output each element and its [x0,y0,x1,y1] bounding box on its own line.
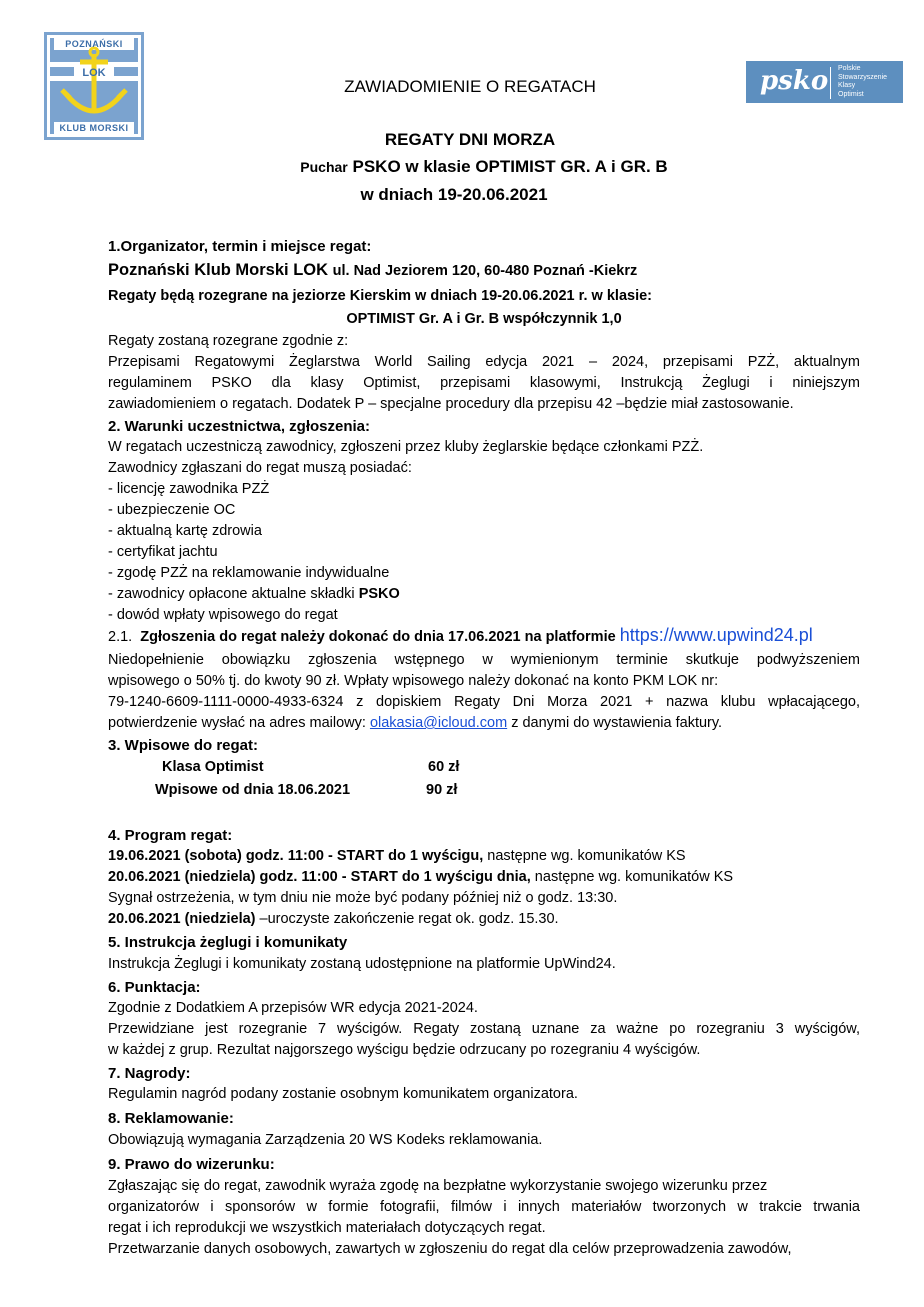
participants-line: W regatach uczestniczą zawodnicy, zgłoszeni przez kluby żeglarskie będące członkami PZŻ. [108,439,704,455]
regatta-title: REGATY DNI MORZA [384,130,556,149]
psko-line-4: Optimist [838,90,864,98]
closing-ceremony-line [108,909,559,930]
subtitle-main: PSKO w klasie OPTIMIST GR. A i GR. B [352,157,668,176]
requirements-intro: Zawodnicy zgłaszani do regat muszą posiadać: [108,460,412,476]
logo-middle-text: LOK [82,67,106,79]
program-day-2-note: następne wg. komunikatów KS [530,869,734,885]
notice-title: ZAWIADOMIENIE O REGATACH [344,77,596,96]
class-line: OPTIMIST Gr. A i Gr. B współczynnik 1,0 [346,311,622,327]
organizer-line [108,260,637,282]
requirement-item: - zgodę PZŻ na reklamowanie indywidualne [108,565,390,581]
scoring-line-2: Przewidziane jest rozegranie 7 wyścigów. Regaty zostaną uznane za ważne po rozegraniu 3 wyścigów, [108,1021,860,1037]
section-2-heading: 2. Warunki uczestnictwa, zgłoszenia: [108,418,371,435]
requirement-item: - ubezpieczenie OC [108,502,236,518]
program-day-1-time: 19.06.2021 (sobota) godz. 11:00 - START do 1 wyścigu, [108,848,484,864]
program-day-2-time: 20.06.2021 (niedziela) godz. 11:00 - START do 1 wyścigu dnia, [108,869,531,885]
psko-line-2: Stowarzyszenie [838,73,888,81]
logo-top-text: POZNAŃSKI [65,39,123,49]
section-5-text: Instrukcja Żeglugi i komunikaty zostaną udostępnione na platformie UpWind24. [108,956,616,972]
rules-intro: Regaty zostaną rozegrane zgodnie z: [108,333,349,349]
section-3-heading: 3. Wpisowe do regat: [108,737,259,754]
program-day-2 [108,867,733,888]
fee-label: Wpisowe od dnia 18.06.2021 [155,782,351,798]
registration-deadline: Zgłoszenia do regat należy dokonać do dnia 17.06.2021 na platformie [140,629,616,645]
warning-signal-line: Sygnał ostrzeżenia, w tym dniu nie może być podany później niż o godz. 13:30. [108,890,618,906]
section-7-text: Regulamin nagród podany zostanie osobnym komunikatem organizatora. [108,1086,578,1102]
psko-line-3: Klasy [838,82,856,89]
rules-line-3: zawiadomieniem o regatach. Dodatek P – specjalne procedury dla przepisu 42 –będzie miał zastosowanie. [108,396,794,412]
section-5-heading: 5. Instrukcja żeglugi i komunikaty [108,934,348,951]
data-processing-line: Przetwarzanie danych osobowych, zawartych w zgłoszeniu do regat dla celów przeprowadzenia zawodów, [108,1241,792,1257]
section-8-text: Obowiązują wymagania Zarządzenia 20 WS Kodeks reklamowania. [108,1132,543,1148]
rules-line-2: regulaminem PSKO dla klasy Optimist, przepisami klasowymi, Instrukcją Żeglugi i niniejszym [108,375,860,391]
rules-line-1: Przepisami Regatowymi Żeglarstwa World Sailing edycja 2021 – 2024, przepisami PZŻ, aktualnym [108,354,860,370]
regatta-dates: w dniach 19-20.06.2021 [360,185,548,204]
closing-date: 20.06.2021 (niedziela) [108,911,256,927]
image-rights-line-3: regat i ich reprodukcji we wszystkich materiałach dotyczących regat. [108,1220,546,1236]
venue-line: Regaty będą rozegrane na jeziorze Kierskim w dniach 19-20.06.2021 r. w klasie: [108,288,652,304]
psko-line-1: Polskie [838,65,861,72]
club-address: ul. Nad Jeziorem 120, 60-480 Poznań -Kiekrz [332,263,638,279]
image-rights-line-1: Zgłaszając się do regat, zawodnik wyraża zgodę na bezpłatne wykorzystanie swojego wizerunku przez [108,1178,768,1194]
closing-text: –uroczyste zakończenie regat ok. godz. 15.30. [255,911,559,927]
regatta-subtitle [0,157,924,177]
email-link[interactable]: olakasia@icloud.com [369,715,508,731]
subsection-number: 2.1. [108,629,133,645]
program-day-1-note: następne wg. komunikatów KS [483,848,686,864]
fees-bold: PSKO [358,586,400,602]
logo-bottom-text: KLUB MORSKI [59,123,129,133]
scoring-line-1: Zgodnie z Dodatkiem A przepisów WR edycja 2021-2024. [108,1000,478,1016]
requirement-item: - certyfikat jachtu [108,544,218,560]
image-rights-line-2: organizatorów i sponsorów w formie fotografii, filmów i innych materiałów tworzonych w trakcie trwania [108,1199,860,1215]
requirement-item: - aktualną kartę zdrowia [108,523,262,539]
club-name: Poznański Klub Morski LOK [108,261,329,279]
fee-value: 90 zł [426,782,458,798]
program-day-1 [108,846,686,867]
fee-label: Klasa Optimist [162,759,264,775]
section-4-heading: 4. Program regat: [108,827,233,844]
registration-line [108,625,813,648]
section-9-heading: 9. Prawo do wizerunku: [108,1156,275,1173]
fees-text: - zawodnicy opłacone aktualne składki [108,586,355,602]
late-fee-line-1: Niedopełnienie obowiązku zgłoszenia wstępnego w wymienionym terminie skutkuje podwyższeniem [108,652,860,668]
section-7-heading: 7. Nagrody: [108,1065,191,1082]
section-1-heading: 1.Organizator, termin i miejsce regat: [108,238,372,255]
email-intro: potwierdzenie wysłać na adres mailowy: [108,715,366,731]
requirement-item: - licencję zawodnika PZŻ [108,481,270,497]
requirement-item-fees [108,584,400,605]
section-6-heading: 6. Punktacja: [108,979,201,996]
requirement-item: - dowód wpłaty wpisowego do regat [108,607,338,623]
late-fee-line-2: wpisowego o 50% tj. do kwoty 90 zł. Wpłaty wpisowego należy dokonać na konto PKM LOK nr: [108,673,719,689]
account-line: 79-1240-6609-1111-0000-4933-6324 z dopiskiem Regaty Dni Morza 2021 + nazwa klubu wpłacającego, [108,694,860,710]
psko-wordmark: psko [760,66,829,96]
fee-value: 60 zł [428,759,460,775]
email-outro: z danymi do wystawienia faktury. [511,715,723,731]
email-line [108,713,722,734]
section-8-heading: 8. Reklamowanie: [108,1110,234,1127]
subtitle-prefix: Puchar [300,159,348,175]
scoring-line-3: w każdej z grup. Rezultat najgorszego wyścigu będzie odrzucany po rozegraniu 4 wyścigów. [108,1042,701,1058]
upwind-link[interactable]: https://www.upwind24.pl [619,625,813,645]
